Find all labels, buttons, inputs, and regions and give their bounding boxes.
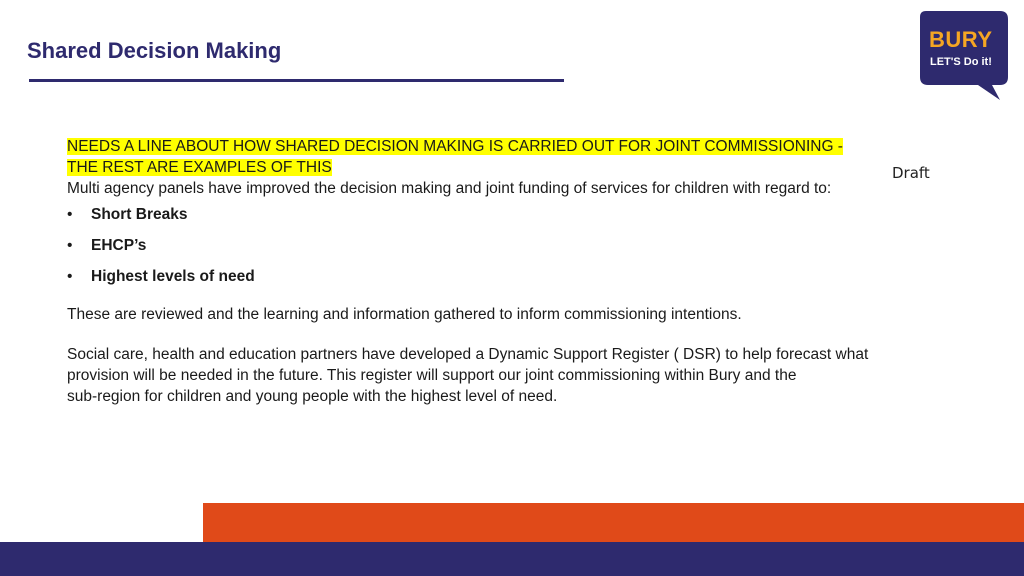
bullet-text: Short Breaks <box>91 206 188 223</box>
footer-orange-band <box>203 503 1024 542</box>
dsr-line-1: Social care, health and education partners have developed a Dynamic Support Register ( DSR) to help forecast what <box>67 346 869 363</box>
bullet-text: EHCP’s <box>91 237 147 254</box>
page-title: Shared Decision Making <box>27 38 282 63</box>
bullet-icon: • <box>67 206 73 223</box>
highlight-line-2: THE REST ARE EXAMPLES OF THIS <box>67 159 332 176</box>
dsr-line-3: sub-region for children and young people with the highest level of need. <box>67 388 558 405</box>
highlighted-note <box>67 136 967 178</box>
bury-logo <box>920 11 1009 101</box>
list-item <box>67 230 967 261</box>
draft-label: Draft <box>892 164 930 182</box>
dsr-paragraph <box>67 344 967 407</box>
highlight-line-1: NEEDS A LINE ABOUT HOW SHARED DECISION MAKING IS CARRIED OUT FOR JOINT COMMISSIONING - <box>67 138 843 155</box>
slide-body <box>67 136 967 407</box>
dsr-line-2: provision will be needed in the future. This register will support our joint commissioning within Bury and the <box>67 367 797 384</box>
bullet-list <box>67 199 967 292</box>
logo-title: BURY <box>929 27 993 52</box>
intro-text: Multi agency panels have improved the decision making and joint funding of services for children with regard to: <box>67 180 832 197</box>
logo-tagline: LET'S Do it! <box>930 56 992 68</box>
footer-navy-band <box>0 542 1024 576</box>
list-item <box>67 199 967 230</box>
bullet-icon: • <box>67 268 73 285</box>
list-item <box>67 261 967 292</box>
bullet-icon: • <box>67 237 73 254</box>
review-paragraph: These are reviewed and the learning and information gathered to inform commissioning intentions. <box>67 306 742 323</box>
title-underline <box>29 79 564 82</box>
bullet-text: Highest levels of need <box>91 268 255 285</box>
